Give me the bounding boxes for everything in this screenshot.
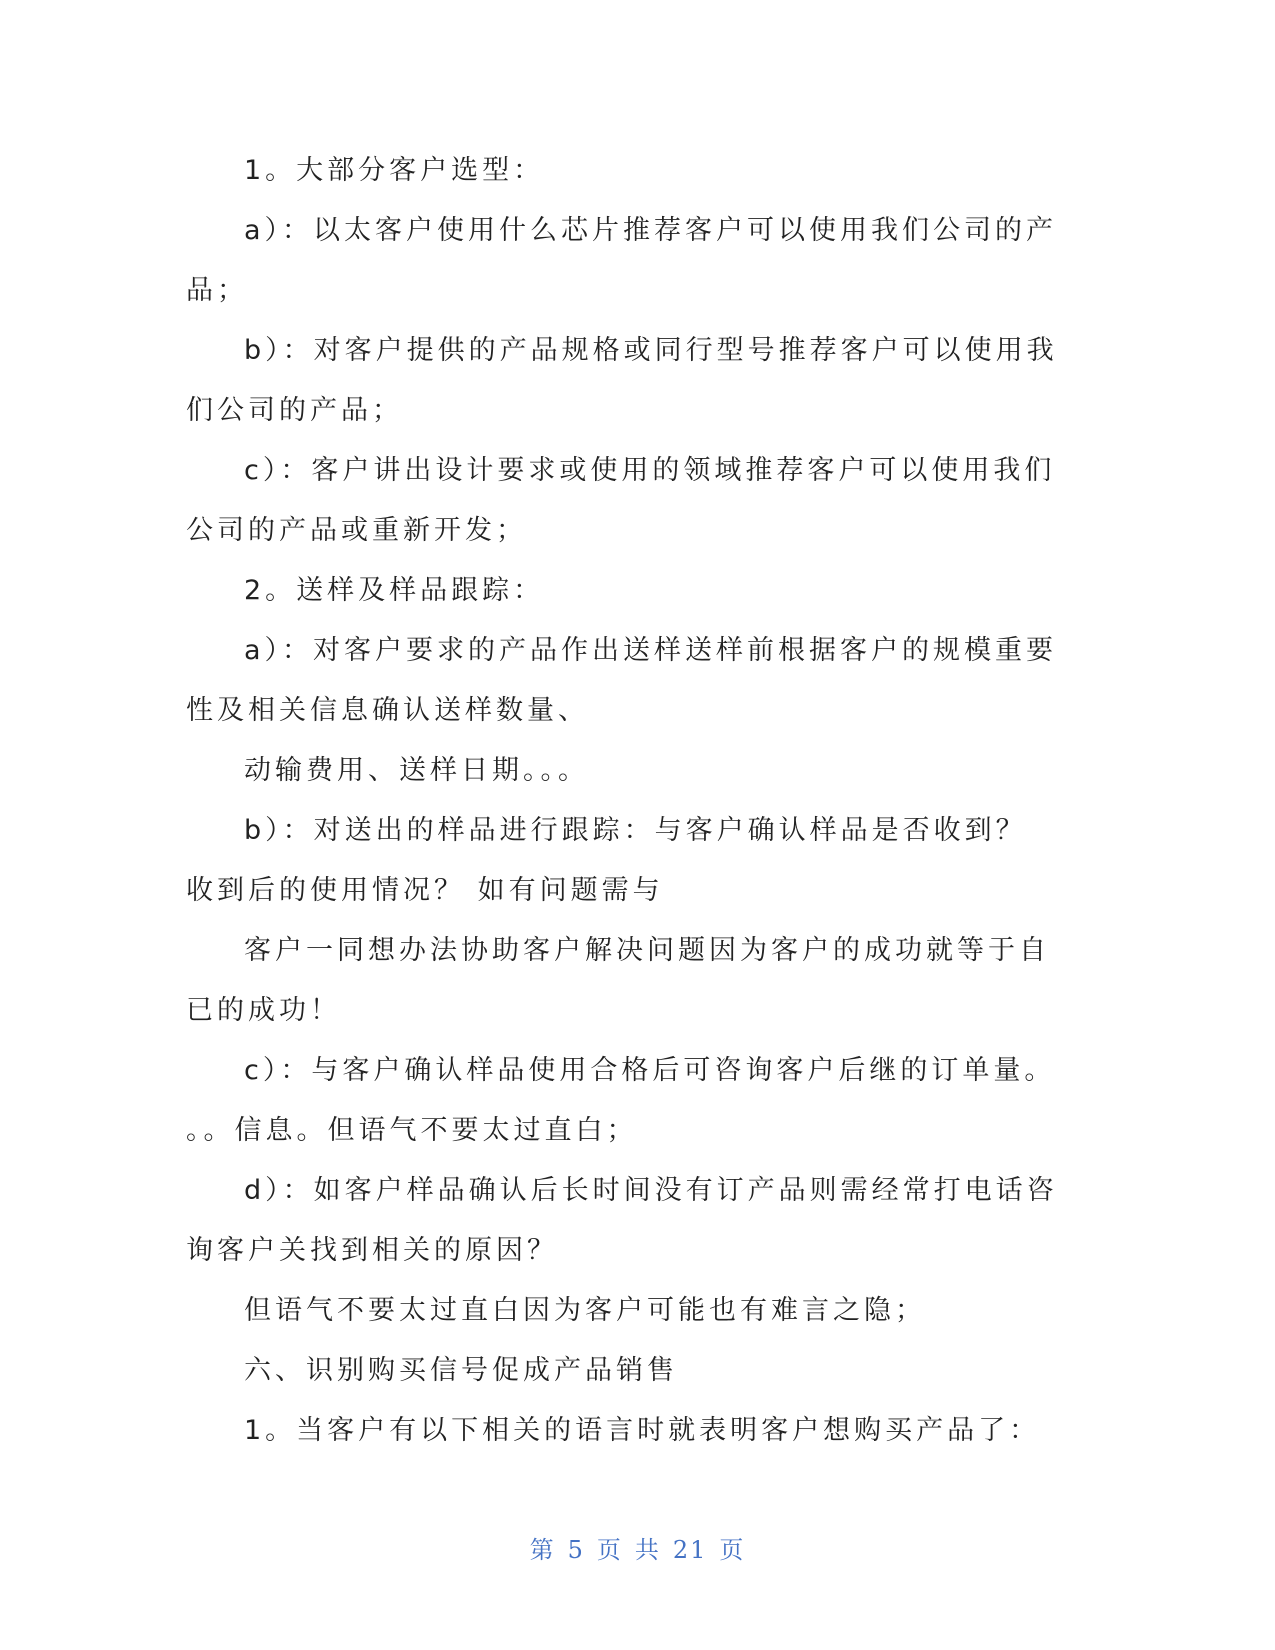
text-line: 品； (186, 275, 248, 306)
text-line: 询客户关找到相关的原因？ (186, 1235, 558, 1266)
text-line: 们公司的产品； (186, 395, 403, 426)
text-line: 1。当客户有以下相关的语言时就表明客户想购买产品了： (244, 1415, 1041, 1446)
footer-total-pages: 21 (672, 1536, 708, 1564)
footer-suffix: 页 (719, 1536, 746, 1564)
footer-current-page: 5 (567, 1536, 585, 1564)
text-line: b）：对客户提供的产品规格或同行型号推荐客户可以使用我 (244, 335, 1058, 366)
text-line: 1。大部分客户选型： (244, 155, 545, 186)
text-line: 已的成功！ (186, 995, 341, 1026)
text-line: 公司的产品或重新开发； (186, 515, 527, 546)
text-line: a）：以太客户使用什么芯片推荐客户可以使用我们公司的产 (244, 215, 1058, 246)
text-line: 性及相关信息确认送样数量、 (186, 695, 589, 726)
text-line: c）：客户讲出设计要求或使用的领域推荐客户可以使用我们 (244, 455, 1056, 486)
text-line: 客户一同想办法协助客户解决问题因为客户的成功就等于自 (244, 935, 1050, 966)
page-footer (0, 1530, 1275, 1565)
text-line: 六、识别购买信号促成产品销售 (244, 1355, 678, 1386)
text-line: 2。送样及样品跟踪： (244, 575, 545, 606)
text-line: a）：对客户要求的产品作出送样送样前根据客户的规模重要 (244, 635, 1058, 666)
footer-total-word: 共 (634, 1536, 661, 1564)
text-line: 收到后的使用情况？ 如有问题需与 (186, 875, 664, 906)
text-line: c）：与客户确认样品使用合格后可咨询客户后继的订单量。 (244, 1055, 1056, 1086)
text-line: 但语气不要太过直白因为客户可能也有难言之隐； (244, 1295, 926, 1326)
text-line: 动输费用、送样日期。。。 (244, 755, 589, 786)
footer-page-word: 页 (596, 1536, 623, 1564)
text-line: d）：如客户样品确认后长时间没有订产品则需经常打电话咨 (244, 1175, 1058, 1206)
text-line: 。。信息。但语气不要太过直白； (186, 1115, 638, 1146)
document-body (186, 141, 1086, 1461)
text-line: b）：对送出的样品进行跟踪：与客户确认样品是否收到？ (244, 815, 1027, 846)
footer-prefix: 第 (529, 1536, 556, 1564)
